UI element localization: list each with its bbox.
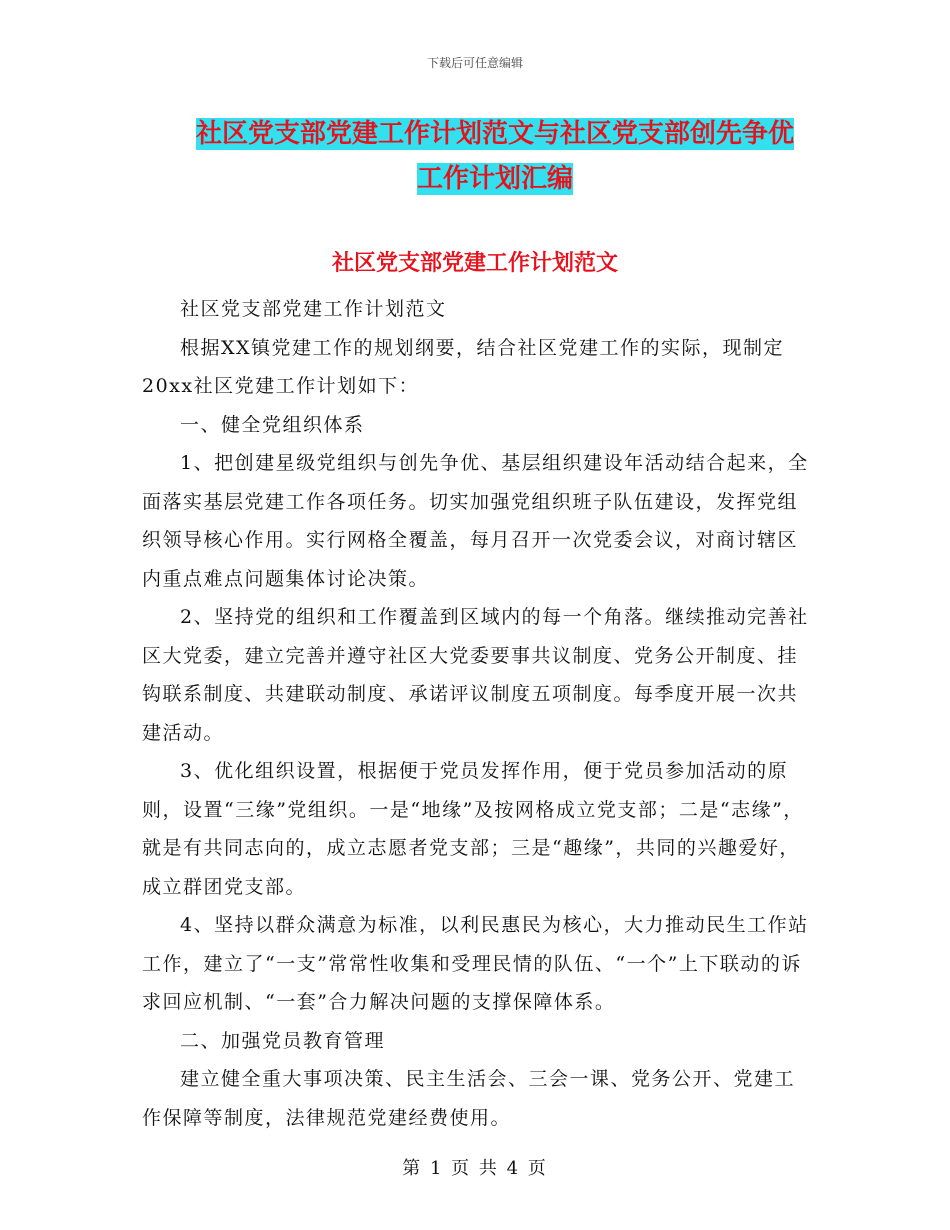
header-note: 下载后可任意编辑 <box>426 56 523 70</box>
document-title-line-2: 工作计划汇编 <box>416 164 573 194</box>
paragraph: 二、加强党员教育管理 <box>180 1029 386 1052</box>
document-body <box>142 290 814 1137</box>
paragraph: 2、坚持党的组织和工作覆盖到区域内的每一个角落。继续推动完善社区大党委，建立完善并遵守社区大党委要事共议制度、党务公开制度、挂钩联系制度、共建联动制度、承诺评议制度五项制度。每季度开展一次共建活动。 <box>142 606 809 744</box>
page-footer: 第 1 页 共 4 页 <box>402 1158 548 1179</box>
paragraph: 1、把创建星级党组织与创先争优、基层组织建设年活动结合起来，全面落实基层党建工作各项任务。切实加强党组织班子队伍建设，发挥党组织领导核心作用。实行网格全覆盖，每月召开一次党委会议，对商讨辖区内重点难点问题集体讨论决策。 <box>142 452 809 590</box>
paragraph: 建立健全重大事项决策、民主生活会、三会一课、党务公开、党建工作保障等制度，法律规范党建经费使用。 <box>142 1068 796 1129</box>
paragraph: 一、健全党组织体系 <box>180 413 365 436</box>
paragraph: 3、优化组织设置，根据便于党员发挥作用，便于党员参加活动的原则，设置“三缘”党组织。一是“地缘”及按网格成立党支部；二是“志缘”，就是有共同志向的，成立志愿者党支部；三是“趣缘”，共同的兴趣爱好，成立群团党支部。 <box>142 760 804 898</box>
section-title: 社区党支部党建工作计划范文 <box>331 251 618 276</box>
document-title-line-1: 社区党支部党建工作计划范文与社区党支部创先争优 <box>195 119 794 149</box>
document-title <box>150 112 840 202</box>
paragraph: 社区党支部党建工作计划范文 <box>180 298 447 320</box>
paragraph: 根据XX镇党建工作的规划纲要，结合社区党建工作的实际，现制定20xx社区党建工作计划如下： <box>142 336 785 397</box>
paragraph: 4、坚持以群众满意为标准，以利民惠民为核心，大力推动民生工作站工作，建立了“一支”常常性收集和受理民情的队伍、“一个”上下联动的诉求回应机制、“一套”合力解决问题的支撑保障体系。 <box>142 914 809 1013</box>
